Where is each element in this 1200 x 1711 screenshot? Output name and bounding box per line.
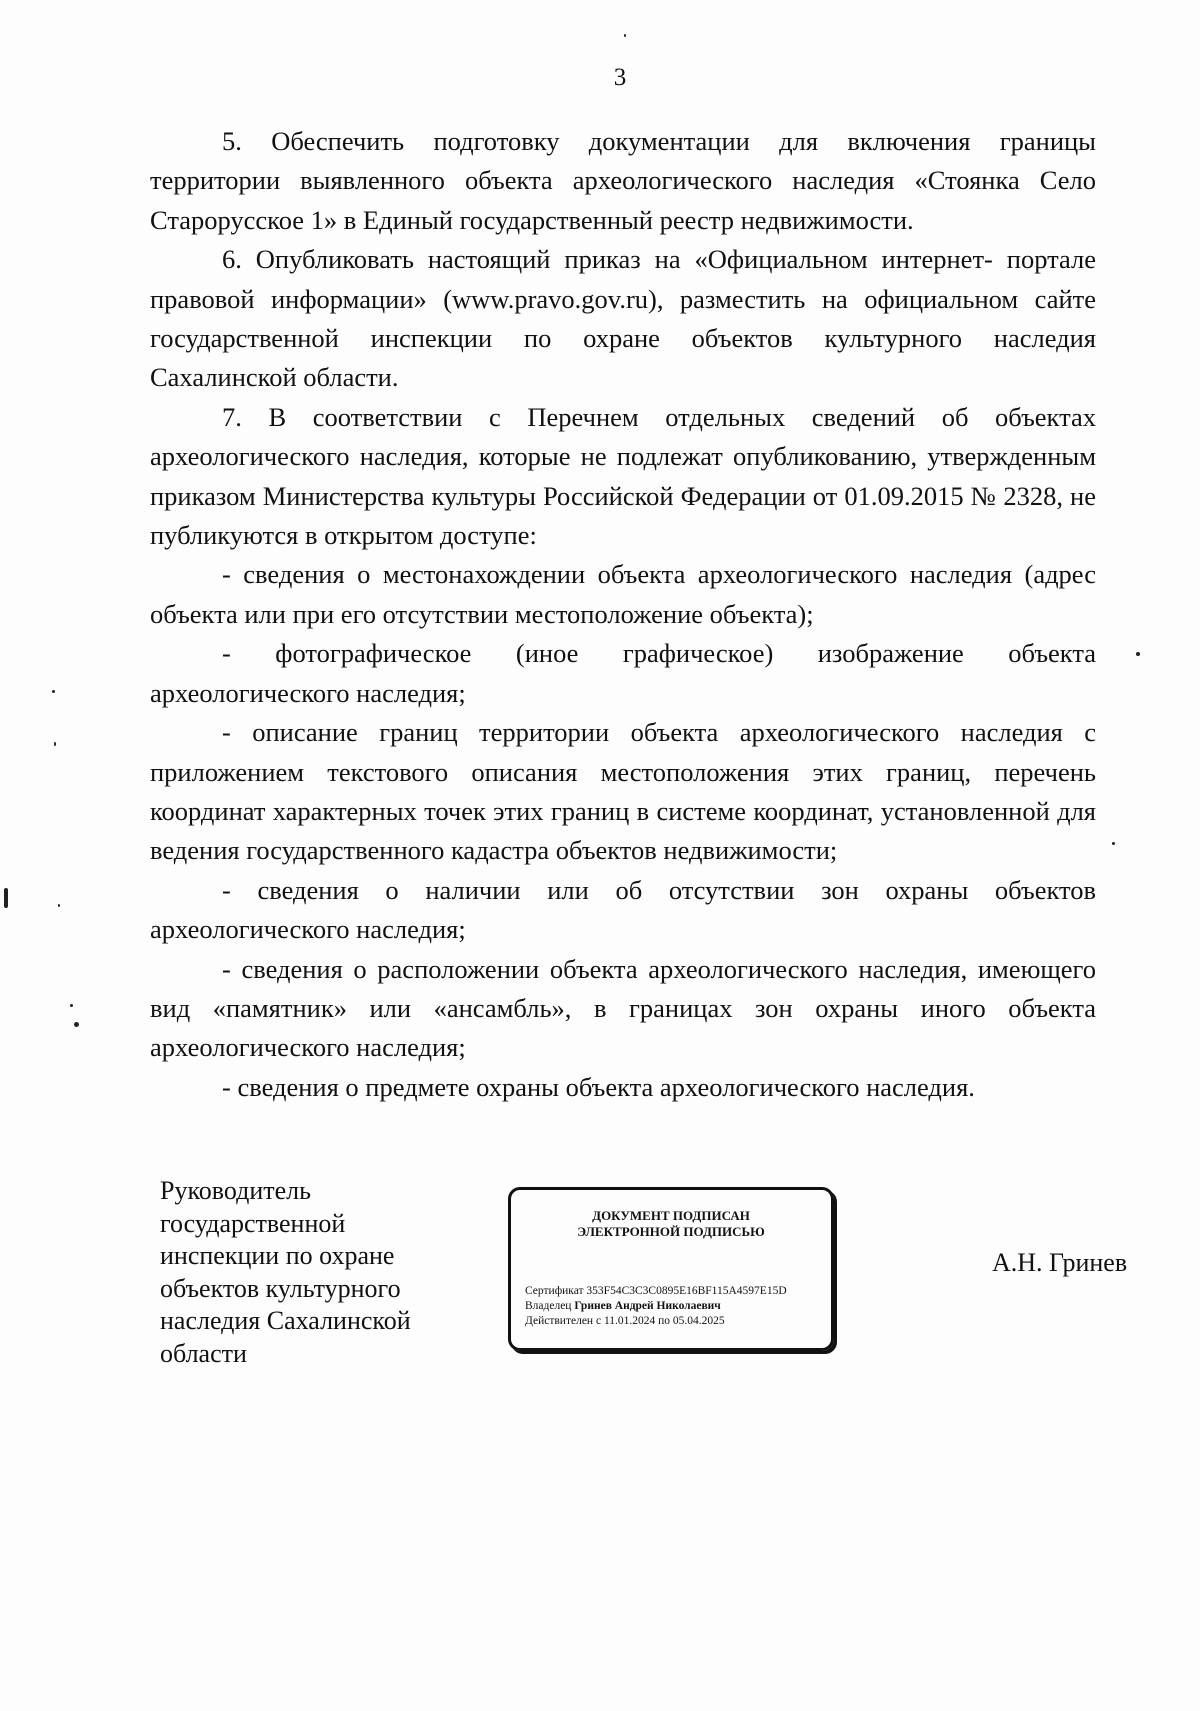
stamp-owner <box>525 1299 830 1314</box>
list-item-photo: - фотографическое (иное графическое) изображение объекта археологического наследия; <box>150 638 1096 708</box>
scan-speck <box>70 1004 73 1007</box>
signatory-position <box>160 1175 460 1370</box>
list-item-boundaries: - описание границ территории объекта археологического наследия с приложением текстового описания местоположения этих границ, перечень координат характерных точек этих границ в системе координат, установленной для ведения государственного кадастра объектов недвижимости; <box>150 717 1096 866</box>
signer-name: А.Н. Гринев <box>992 1248 1128 1277</box>
list-item-monument-location: - сведения о расположении объекта археологического наследия, имеющего вид «памятник» или «ансамбль», в границах зон охраны иного объекта археологического наследия; <box>150 953 1096 1063</box>
stamp-certificate <box>525 1284 830 1299</box>
scan-speck <box>4 888 8 908</box>
owner-value: Гринев Андрей Николаевич <box>574 1300 721 1312</box>
position-line: инспекции по охране <box>160 1241 395 1270</box>
position-line: объектов культурного <box>160 1273 401 1303</box>
certificate-value: 353F54C3C3C0895E16BF115A4597E15D <box>586 1285 787 1297</box>
document-body <box>150 122 1096 1107</box>
list-item-protection-subject: - сведения о предмете охраны объекта археологического наследия. <box>222 1071 975 1102</box>
scan-speck <box>58 904 60 907</box>
stamp-title <box>511 1208 831 1240</box>
paragraph-item-7: 7. В соответствии с Перечнем отдельных сведений об объектах археологического наследия, которые не подлежат опубликованию, утвержденным приказом Министерства культуры Российской Федерации от 01.09.2015 № 2328, не публикуются в открытом доступе: <box>150 401 1096 551</box>
paragraph-item-6: 6. Опубликовать настоящий приказ на «Официальном интернет- портале правовой информации» (www.pravo.gov.ru), разместить на официальном сайте государственной инспекции по охране объектов культурного наследия Сахалинской области. <box>150 244 1096 393</box>
stamp-details <box>525 1284 830 1329</box>
stamp-validity: Действителен с 11.01.2024 по 05.04.2025 <box>525 1315 725 1327</box>
owner-label: Владелец <box>525 1300 572 1312</box>
scan-speck <box>74 1022 79 1027</box>
certificate-label: Сертификат <box>525 1285 584 1297</box>
scan-speck <box>624 34 626 37</box>
list-item-protection-zones: - сведения о наличии или об отсутствии зон охраны объектов археологического наследия; <box>150 874 1096 945</box>
electronic-signature-stamp <box>508 1187 834 1351</box>
position-line: Руководитель <box>160 1176 311 1205</box>
scan-speck <box>52 690 55 693</box>
stamp-title-line: ЭЛЕКТРОННОЙ ПОДПИСЬЮ <box>577 1224 765 1239</box>
stamp-title-line: ДОКУМЕНТ ПОДПИСАН <box>592 1208 750 1223</box>
position-line: государственной <box>160 1208 346 1238</box>
scan-speck <box>54 742 56 746</box>
page-number: 3 <box>613 64 627 91</box>
scan-speck <box>1136 652 1140 656</box>
position-line: наследия Сахалинской <box>160 1306 411 1335</box>
paragraph-item-5: 5. Обеспечить подготовку документации для включения границы территории выявленного объекта археологического наследия «Стоянка Село Старорусское 1» в Единый государственный реестр недвижимости. <box>150 126 1096 235</box>
position-line: области <box>160 1338 247 1368</box>
list-item-location: - сведения о местонахождении объекта археологического наследия (адрес объекта или при его отсутствии местоположение объекта); <box>150 559 1096 629</box>
scan-speck <box>1112 842 1115 845</box>
